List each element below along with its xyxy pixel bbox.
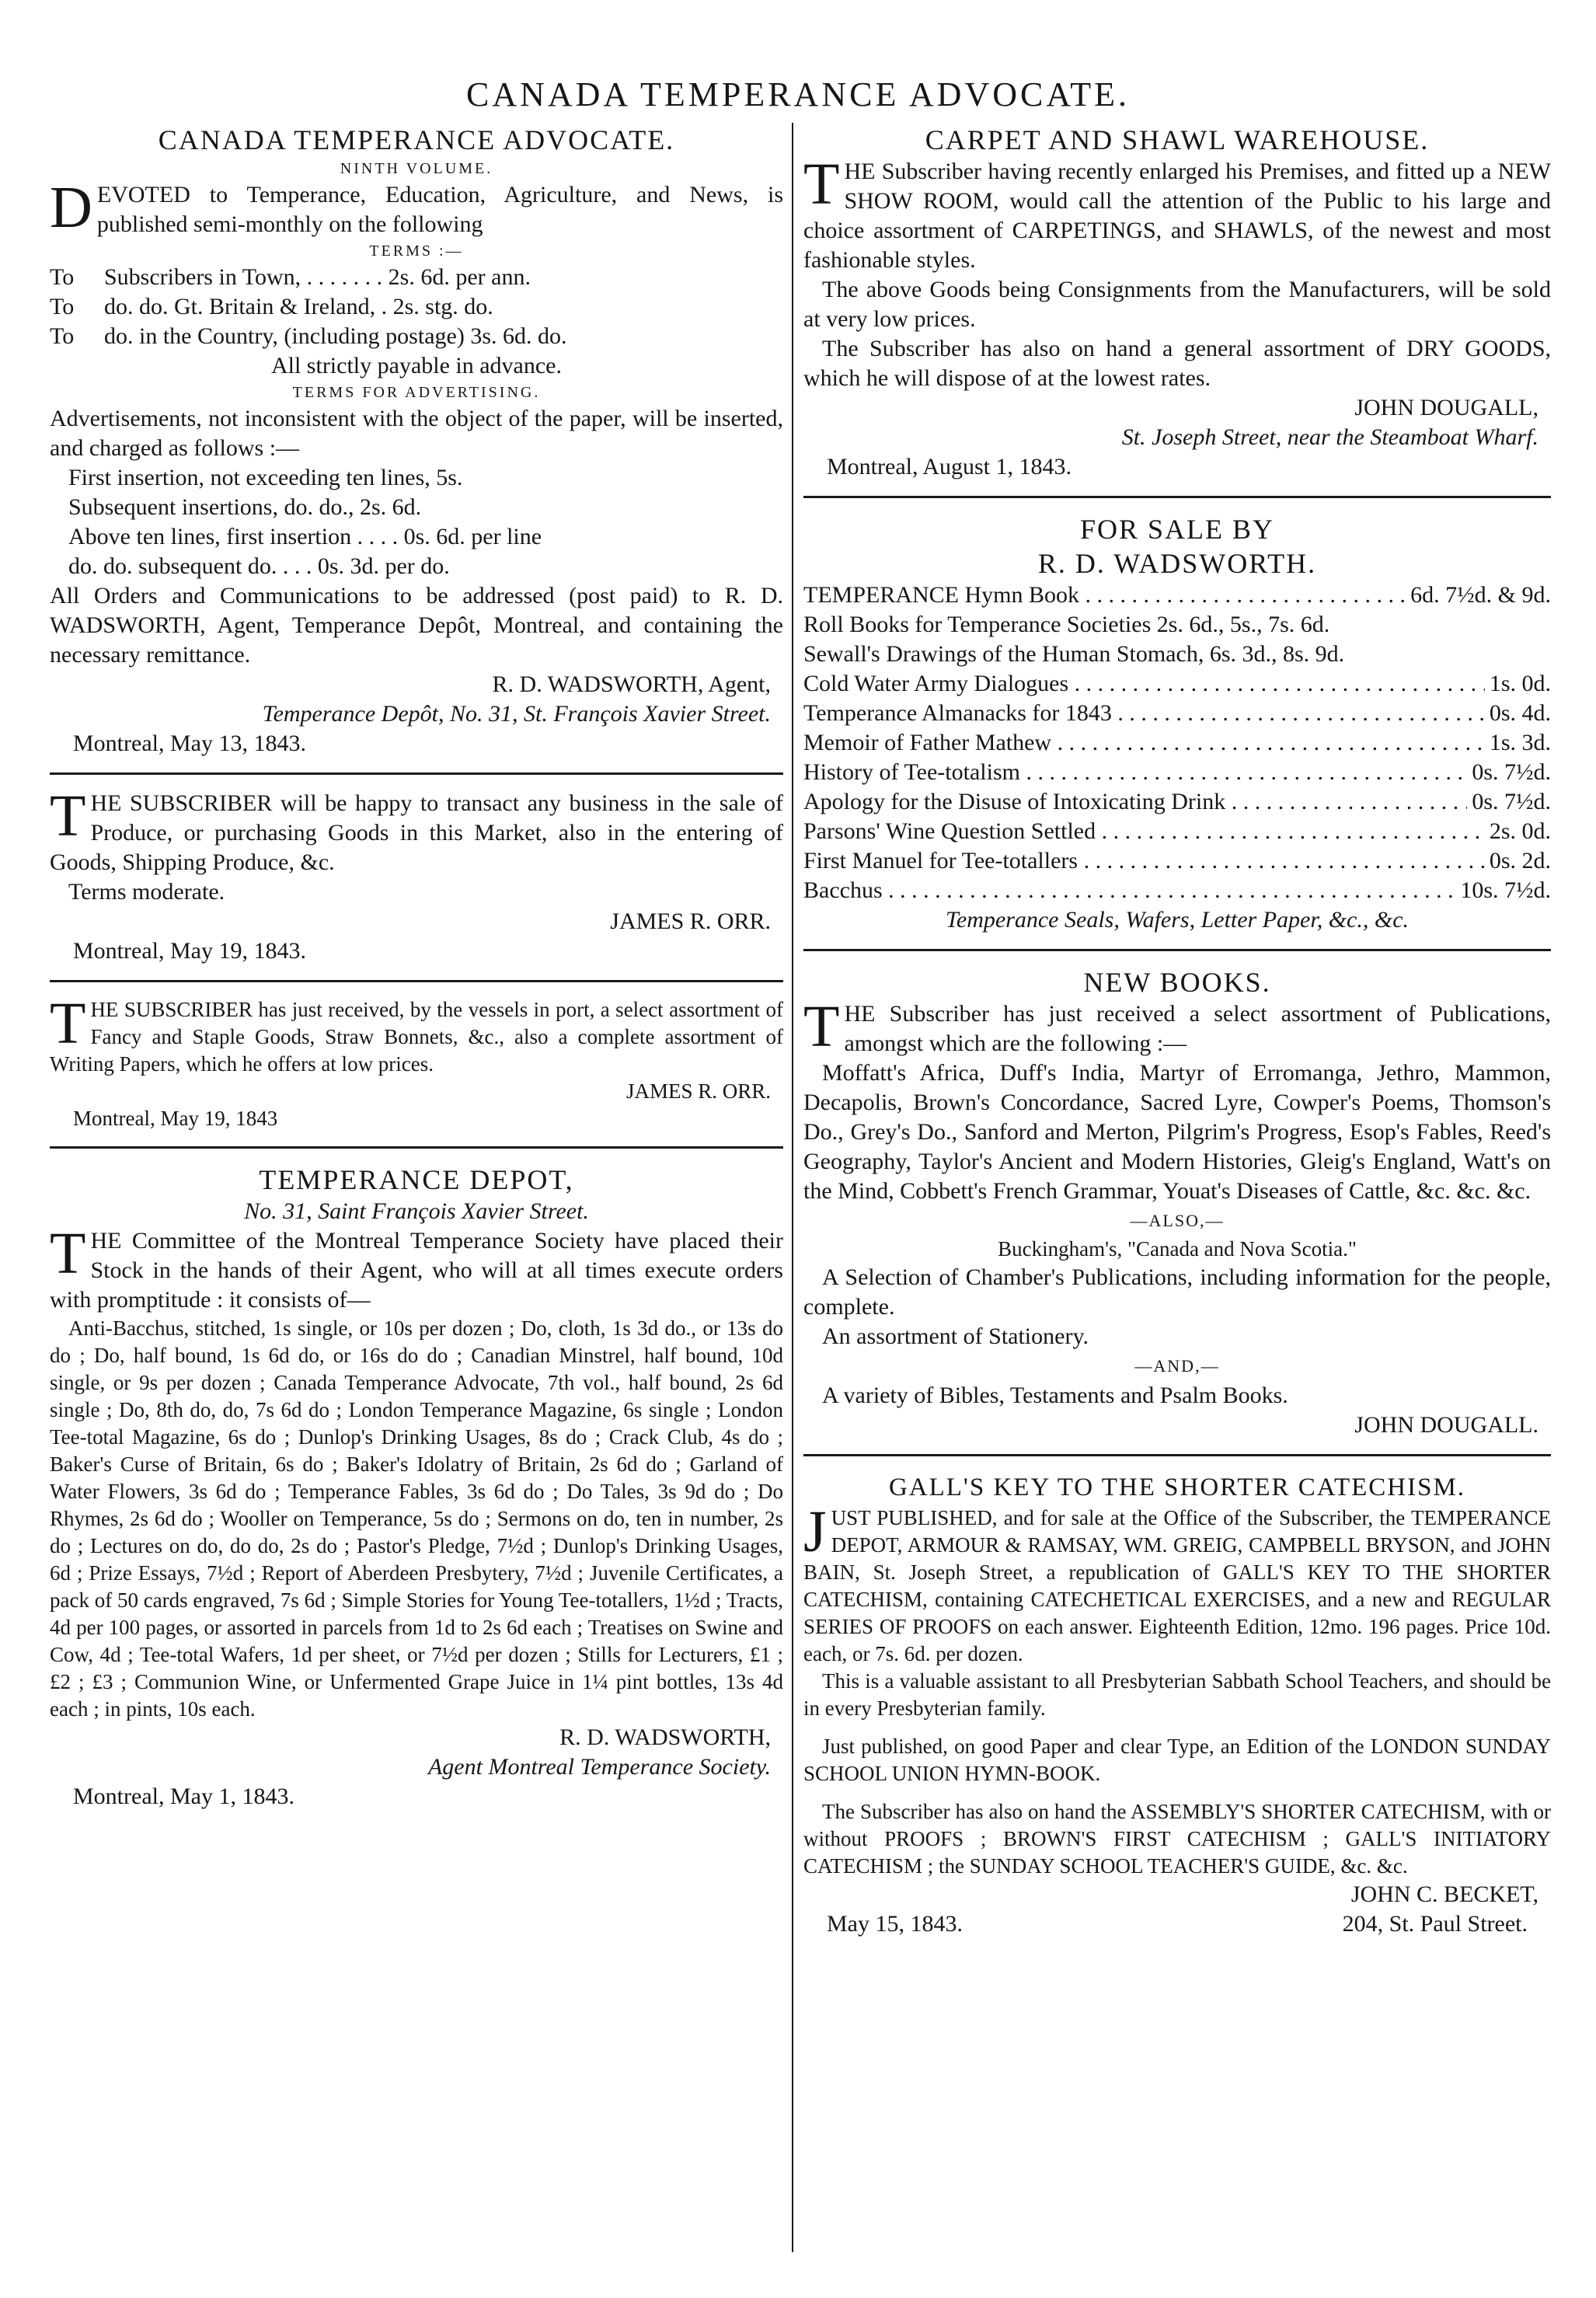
- price-row: Cold Water Army Dialogues . . . 1s. 0d.: [803, 669, 1551, 699]
- drop-cap: T: [50, 783, 86, 849]
- price-row: Bacchus . . . 10s. 7½d.: [803, 876, 1551, 905]
- signature: JOHN DOUGALL,: [1354, 395, 1539, 420]
- price-row: Apology for the Disuse of Intoxicating Drink . . . 0s. 7½d.: [803, 787, 1551, 817]
- left-column: [50, 123, 783, 1812]
- divider: [50, 980, 783, 982]
- orr-notice-1: [50, 783, 783, 966]
- stationery-line: An assortment of Stationery.: [822, 1323, 1089, 1349]
- for-sale-title: FOR SALE BY: [1079, 514, 1275, 545]
- seller-name: R. D. WADSWORTH.: [1037, 548, 1317, 579]
- notice-text: HE SUBSCRIBER will be happy to transact any business in the sale of Produce, or purchasing Goods in this Market, also in the entering of Goods, Shipping Produce, &c.: [50, 790, 783, 875]
- advocate-title: CANADA TEMPERANCE ADVOCATE.: [158, 124, 675, 155]
- for-sale-footer: Temperance Seals, Wafers, Letter Paper, &c., &c.: [945, 907, 1410, 933]
- advocate-intro: EVOTED to Temperance, Education, Agriculture, and News, is published semi-monthly on the following: [96, 182, 783, 237]
- volume-label: NINTH VOLUME.: [340, 160, 493, 177]
- date-line: Montreal, May 1, 1843.: [73, 1784, 294, 1809]
- signature-title: Agent Montreal Temperance Society.: [427, 1754, 771, 1780]
- signature-address: Temperance Depôt, No. 31, St. François Xavier Street.: [262, 701, 771, 727]
- notice-text: HE SUBSCRIBER has just received, by the vessels in port, a select assortment of Fancy and Staple Goods, Straw Bonnets, &c., also a complete assortment of Writing Papers, which he offers at low prices.: [50, 998, 783, 1076]
- price-row: Memoir of Father Mathew . . . 1s. 3d.: [803, 728, 1551, 758]
- depot-title: TEMPERANCE DEPOT,: [259, 1164, 574, 1195]
- notice-text: The above Goods being Consignments from the Manufacturers, will be sold at very low prices.: [803, 277, 1551, 332]
- galls-key-notice: [803, 1470, 1551, 1939]
- drop-cap: T: [803, 152, 840, 217]
- terms-row: To Subscribers in Town, . . . . . . . 2s. 6d. per ann.: [50, 264, 531, 290]
- galls-title: GALL'S KEY TO THE SHORTER CATECHISM.: [888, 1473, 1466, 1501]
- drop-cap: T: [803, 994, 840, 1059]
- date-line: Montreal, May 19, 1843.: [73, 938, 306, 964]
- date-address-line: [803, 1909, 1551, 1939]
- chambers-line: A Selection of Chamber's Publications, including information for the people, complete.: [803, 1264, 1551, 1320]
- masthead: CANADA TEMPERANCE ADVOCATE.: [465, 75, 1131, 113]
- price-row: Sewall's Drawings of the Human Stomach, 6s. 3d., 8s. 9d.: [803, 641, 1345, 667]
- signature-address: St. Joseph Street, near the Steamboat Wharf.: [1121, 424, 1539, 450]
- signature: JAMES R. ORR.: [626, 1079, 771, 1103]
- date-line: Montreal, May 13, 1843.: [73, 731, 306, 756]
- depot-stock-list: Anti-Bacchus, stitched, 1s single, or 10s per dozen ; Do, cloth, 1s 3d do., or 13s do do ; Do, half bound, 1s 6d do, or 16s do do ; Canadian Minstrel, half bound, 10d single, or 9s per dozen ; Canada Temperance Advocate, 7th vol., half bound, 2s 6d single ; Do, 8th do, do, 7s 6d do ; London Temperance Magazine, 6s single ; London Tee-total Magazine, 6s do ; Dunlop's Drinking Usages, 8s do ; Crack Club, 4s do ; Baker's Curse of Britain, 6s do ; Baker's Idolatry of Britain, 2s 6d do ; Garland of Water Flowers, 3s 6d do ; Temperance Fables, 3s 6d do ; Do Tales, 3s 9d do ; Do Rhymes, 2s 6d do ; Wooller on Temperance, 5s do ; Sermons on do, ten in number, 2s do ; Lectures on do, do do, 2s do ; Pastor's Pledge, 7½d ; Dunlop's Drinking Usages, 6d ; Prize Essays, 7½d ; Report of Aberdeen Presbytery, 7½d ; Juvenile Certificates, a pack of 50 cards engraved, 7s 6d ; Simple Stories for Young Tee-totallers, 1½d ; Tracts, 4d per 100 pages, or assorted in parcels from 1d to 2s 6d each ; Treatises on Swine and Cow, 4d ; Tee-total Wafers, 1d per sheet, or 7½d per dozen ; Stills for Lecturers, £1 ; £2 ; £3 ; Communion Wine, or Unfermented Grape Juice in 1¼ pint bottles, 13s 4d each ; in pints, 10s each.: [50, 1316, 783, 1721]
- depot-notice: [50, 1163, 783, 1812]
- carpet-title: CARPET AND SHAWL WAREHOUSE.: [925, 124, 1430, 155]
- divider: [803, 1454, 1551, 1456]
- book-list: Moffatt's Africa, Duff's India, Martyr of Erromanga, Jethro, Mammon, Decapolis, Brown's Concordance, Sacred Lyre, Cowper's Poems, Thomson's Do., Grey's Do., Sanford and Merton, Pilgrim's Progress, Esop's Fables, Reed's Geography, Taylor's Ancient and Modern Histories, Gleig's England, Watt's on the Mind, Cobbett's French Grammar, Youat's Diseases of Cattle, &c. &c. &c.: [803, 1060, 1551, 1204]
- advertising-intro: Advertisements, not inconsistent with the object of the paper, will be inserted, and charged as follows :—: [50, 406, 783, 461]
- advertising-line: Above ten lines, first insertion . . . . 0s. 6d. per line: [68, 524, 542, 549]
- signature: JOHN C. BECKET,: [1350, 1881, 1539, 1907]
- column-rule: [792, 123, 793, 2252]
- price-row: Temperance Almanacks for 1843 . . . 0s. 4d.: [803, 699, 1551, 728]
- date-line: Montreal, August 1, 1843.: [827, 454, 1072, 479]
- drop-cap: D: [50, 175, 92, 240]
- new-books-notice: [803, 965, 1551, 1440]
- notice-text: The Subscriber has also on hand the ASSEMBLY'S SHORTER CATECHISM, with or without PROOFS ; BROWN'S FIRST CATECHISM ; GALL'S INITIATORY CATECHISM ; the SUNDAY SCHOOL TEACHER'S GUIDE, &c. &c.: [803, 1800, 1551, 1878]
- signature: JOHN DOUGALL.: [1354, 1412, 1539, 1438]
- terms-note: Terms moderate.: [68, 879, 225, 905]
- divider: [803, 496, 1551, 498]
- orders-note: All Orders and Communications to be addressed (post paid) to R. D. WADSWORTH, Agent, Temperance Depôt, Montreal, and containing the necessary remittance.: [50, 583, 783, 668]
- price-row: Parsons' Wine Question Settled . . . 2s. 0d.: [803, 817, 1551, 846]
- divider: [50, 1146, 783, 1149]
- notice-text: The Subscriber has also on hand a general assortment of DRY GOODS, which he will dispose of at the lowest rates.: [803, 336, 1551, 391]
- price-row: Roll Books for Temperance Societies 2s. 6d., 5s., 7s. 6d.: [803, 612, 1330, 637]
- advocate-notice: [50, 123, 783, 758]
- bibles-line: A variety of Bibles, Testaments and Psalm Books.: [822, 1383, 1288, 1408]
- price-row: History of Tee-totalism . . . 0s. 7½d.: [803, 758, 1551, 787]
- for-sale-notice: [803, 512, 1551, 935]
- terms-heading: TERMS :—: [369, 242, 464, 260]
- signature: R. D. WADSWORTH, Agent,: [492, 671, 771, 697]
- buckingham-line: Buckingham's, "Canada and Nova Scotia.": [998, 1237, 1357, 1261]
- depot-address: No. 31, Saint François Xavier Street.: [244, 1198, 589, 1224]
- advertising-line: Subsequent insertions, do. do., 2s. 6d.: [68, 494, 422, 520]
- date-line: May 15, 1843.: [827, 1911, 963, 1937]
- notice-text: UST PUBLISHED, and for sale at the Office of the Subscriber, the TEMPERANCE DEPOT, ARMOUR & RAMSAY, WM. GREIG, CAMPBELL BRYSON, and JOHN BAIN, St. Joseph Street, a republication of GALL'S KEY TO THE SHORTER CATECHISM, containing CATECHETICAL EXERCISES, and a new and REGULAR SERIES OF PROOFS on each answer. Eighteenth Edition, 12mo. 196 pages. Price 10d. each, or 7s. 6d. per dozen.: [803, 1506, 1551, 1665]
- notice-text: Just published, on good Paper and clear Type, an Edition of the LONDON SUNDAY SCHOOL UNION HYMN-BOOK.: [803, 1735, 1551, 1785]
- notice-text: HE Subscriber has just received a select assortment of Publications, amongst which are the following :—: [844, 1001, 1551, 1056]
- carpet-notice: [803, 123, 1551, 482]
- right-column: [803, 123, 1551, 1939]
- drop-cap: J: [803, 1499, 827, 1564]
- new-books-title: NEW BOOKS.: [1083, 967, 1271, 998]
- notice-text: This is a valuable assistant to all Presbyterian Sabbath School Teachers, and should be in every Presbyterian family.: [803, 1669, 1551, 1720]
- notice-text: HE Subscriber having recently enlarged his Premises, and fitted up a NEW SHOW ROOM, would call the attention of the Public to his large and choice assortment of CARPETINGS, and SHAWLS, of the newest and most fashionable styles.: [803, 159, 1551, 273]
- advertising-heading: TERMS FOR ADVERTISING.: [292, 384, 541, 401]
- orr-notice-2: [50, 991, 783, 1132]
- divider: [803, 949, 1551, 951]
- and-separator: —AND,—: [1134, 1356, 1220, 1376]
- terms-row: To do. do. Gt. Britain & Ireland, . 2s. stg. do.: [50, 294, 493, 319]
- divider: [50, 772, 783, 775]
- also-separator: —ALSO,—: [1130, 1211, 1225, 1230]
- address-line: 204, St. Paul Street.: [1342, 1911, 1528, 1937]
- terms-row: To do. in the Country, (including postage) 3s. 6d. do.: [50, 323, 567, 349]
- date-line: Montreal, May 19, 1843: [73, 1107, 278, 1130]
- signature: JAMES R. ORR.: [610, 908, 771, 934]
- signature: R. D. WADSWORTH,: [559, 1724, 771, 1750]
- depot-intro: HE Committee of the Montreal Temperance Society have placed their Stock in the hands of their Agent, who will at all times execute orders with promptitude : it consists of—: [50, 1228, 783, 1313]
- drop-cap: T: [50, 991, 86, 1056]
- payable-note: All strictly payable in advance.: [270, 353, 563, 378]
- drop-cap: T: [50, 1221, 86, 1286]
- advertising-line: First insertion, not exceeding ten lines, 5s.: [68, 465, 463, 490]
- price-row: TEMPERANCE Hymn Book . . . 6d. 7½d. & 9d.: [803, 581, 1551, 610]
- advertising-line: do. do. subsequent do. . . . 0s. 3d. per do.: [68, 553, 450, 579]
- price-row: First Manuel for Tee-totallers . . . 0s. 2d.: [803, 846, 1551, 876]
